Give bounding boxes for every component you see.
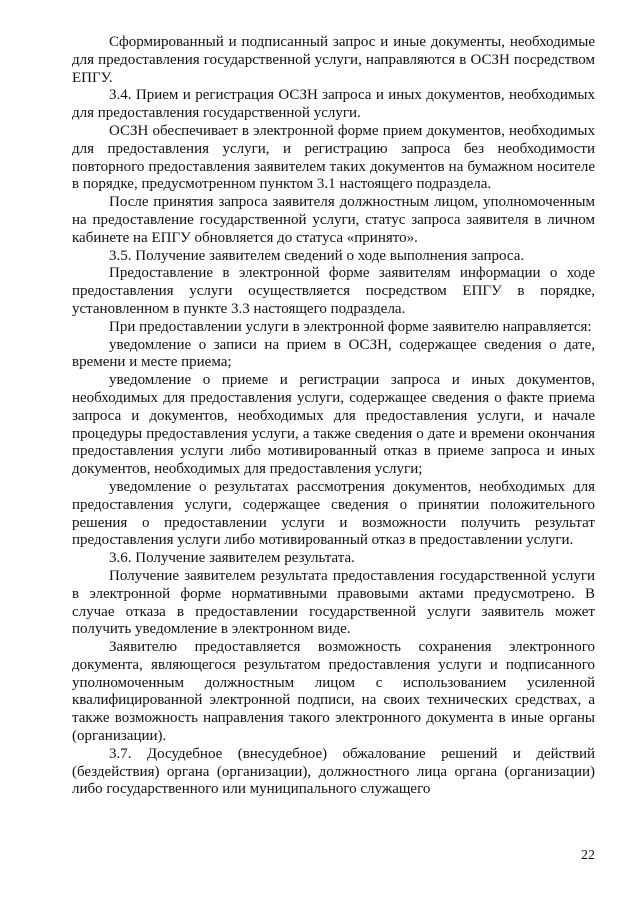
paragraph: Предоставление в электронной форме заявителям информации о ходе предоставления услуги осуществляется посредством ЕПГУ в порядке, установленном в пункте 3.3 настоящего подраздела. xyxy=(72,265,595,317)
page-number: 22 xyxy=(581,848,595,863)
section-heading-3-6: 3.6. Получение заявителем результата. xyxy=(109,550,355,567)
section-heading-3-7: 3.7. Досудебное (внесудебное) обжалование решений и действий (бездействия) органа (организации), должностного лица органа (организации) либо государственного или муниципального служащего xyxy=(72,745,595,798)
paragraph: Получение заявителем результата предоставления государственной услуги в электронной форме нормативными правовыми актами предусмотрено. В случае отказа в предоставлении государственной услуги заявитель может получить уведомление в электронном виде. xyxy=(72,567,595,638)
paragraph: При предоставлении услуги в электронной форме заявителю направляется: xyxy=(109,318,592,335)
section-heading-3-5: 3.5. Получение заявителем сведений о ходе выполнения запроса. xyxy=(109,247,525,264)
list-item: уведомление о приеме и регистрации запроса и иных документов, необходимых для предоставления услуги, содержащее сведения о факте приема запроса и документов, необходимых для предоставления услуги, и начале процедуры предоставления услуги, а также сведения о дате и времени окончания предоставления услуги либо мотивированный отказ в приеме запроса и иных документов, необходимых для предоставления услуги; xyxy=(72,372,595,478)
paragraph: Сформированный и подписанный запрос и иные документы, необходимые для предоставления государственной услуги, направляются в ОСЗН посредством ЕПГУ. xyxy=(72,34,595,86)
paragraph: ОСЗН обеспечивает в электронной форме прием документов, необходимых для предоставления услуги, и регистрацию запроса без необходимости повторного предоставления заявителем таких документов на бумажном носителе в порядке, предусмотренном пунктом 3.1 настоящего подраздела. xyxy=(72,122,595,193)
paragraph: Заявителю предоставляется возможность сохранения электронного документа, являющегося результатом предоставления услуги и подписанного уполномоченным должностным лицом с использованием усиленной квалифицированной электронной подписи, на своих технических средствах, а также возможность направления такого электронного документа в иные органы (организации). xyxy=(72,639,595,745)
list-item: уведомление о результатах рассмотрения документов, необходимых для предоставления услуги, содержащее сведения о принятии положительного решения о предоставлении услуги и возможности получить результат предоставления услуги либо мотивированный отказ в предоставлении услуги. xyxy=(72,478,595,549)
paragraph: После принятия запроса заявителя должностным лицом, уполномоченным на предоставление государственной услуги, статус запроса заявителя в личном кабинете на ЕПГУ обновляется до статуса «принято». xyxy=(72,194,595,246)
list-item: уведомление о записи на прием в ОСЗН, содержащее сведения о дате, времени и месте приема; xyxy=(72,336,595,371)
document-body xyxy=(72,34,595,799)
section-heading-3-4: 3.4. Прием и регистрация ОСЗН запроса и иных документов, необходимых для предоставления государственной услуги. xyxy=(72,87,595,122)
